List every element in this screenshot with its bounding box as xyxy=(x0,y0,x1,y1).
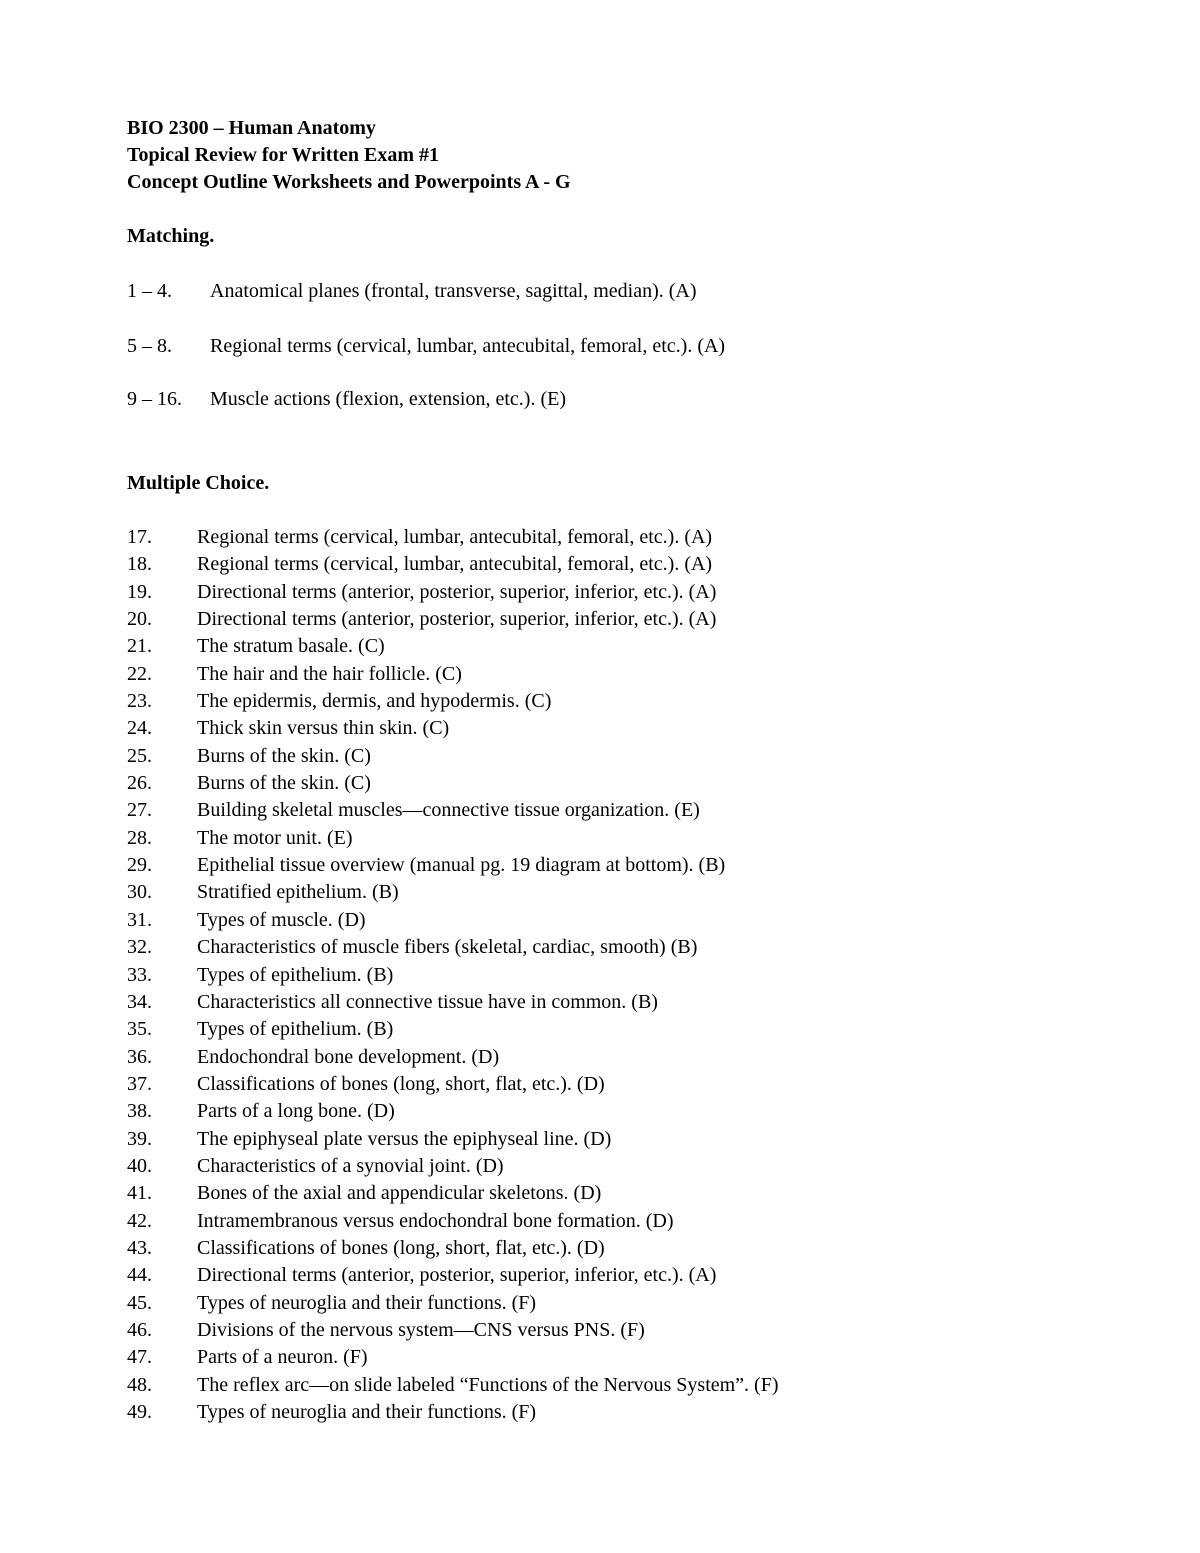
item-text: Parts of a long bone. (D) xyxy=(197,1100,395,1123)
matching-item xyxy=(127,333,725,360)
list-item xyxy=(127,1344,779,1371)
list-item xyxy=(127,1098,779,1125)
list-item xyxy=(127,1372,779,1399)
list-item xyxy=(127,934,779,961)
list-item xyxy=(127,1044,779,1071)
item-number: 46. xyxy=(127,1318,152,1341)
list-item xyxy=(127,743,779,770)
item-text: The reflex arc—on slide labeled “Functions of the Nervous System”. (F) xyxy=(197,1373,779,1396)
item-text: Divisions of the nervous system—CNS versus PNS. (F) xyxy=(197,1318,645,1341)
item-number: 35. xyxy=(127,1018,152,1041)
list-item xyxy=(127,524,779,551)
list-item xyxy=(127,825,779,852)
list-item xyxy=(127,1071,779,1098)
list-item xyxy=(127,1208,779,1235)
list-item xyxy=(127,606,779,633)
item-text: Intramembranous versus endochondral bone formation. (D) xyxy=(197,1209,674,1232)
list-item xyxy=(127,1153,779,1180)
matching-heading: Matching. xyxy=(127,225,215,247)
item-number: 43. xyxy=(127,1236,152,1259)
multiple-choice-list xyxy=(127,524,779,1426)
item-number: 38. xyxy=(127,1100,152,1123)
matching-item-number: 9 – 16. xyxy=(127,388,182,410)
matching-item-text: Regional terms (cervical, lumbar, antecubital, femoral, etc.). (A) xyxy=(210,335,726,357)
item-text: The epiphyseal plate versus the epiphyseal line. (D) xyxy=(197,1127,612,1150)
item-text: Types of muscle. (D) xyxy=(197,908,366,931)
item-text: Burns of the skin. (C) xyxy=(197,744,371,767)
item-number: 44. xyxy=(127,1264,152,1287)
item-text: Characteristics of muscle fibers (skeletal, cardiac, smooth) (B) xyxy=(197,936,698,959)
item-number: 33. xyxy=(127,963,152,986)
list-item xyxy=(127,715,779,742)
item-text: Classifications of bones (long, short, flat, etc.). (D) xyxy=(197,1072,605,1095)
item-text: Directional terms (anterior, posterior, superior, inferior, etc.). (A) xyxy=(197,608,717,631)
item-number: 29. xyxy=(127,854,152,877)
item-text: Bones of the axial and appendicular skeletons. (D) xyxy=(197,1182,602,1205)
list-item xyxy=(127,661,779,688)
item-text: Directional terms (anterior, posterior, superior, inferior, etc.). (A) xyxy=(197,580,717,603)
list-item xyxy=(127,688,779,715)
document-header xyxy=(127,115,571,196)
list-item xyxy=(127,989,779,1016)
list-item xyxy=(127,879,779,906)
item-number: 40. xyxy=(127,1154,152,1177)
item-number: 48. xyxy=(127,1373,152,1396)
item-number: 49. xyxy=(127,1401,152,1423)
item-text: Types of neuroglia and their functions. (F) xyxy=(197,1401,537,1423)
item-number: 18. xyxy=(127,553,152,576)
list-item xyxy=(127,1317,779,1344)
item-number: 42. xyxy=(127,1209,152,1232)
item-number: 32. xyxy=(127,936,152,959)
matching-item-number: 5 – 8. xyxy=(127,335,172,357)
list-item xyxy=(127,1016,779,1043)
item-text: Burns of the skin. (C) xyxy=(197,772,371,795)
item-text: Directional terms (anterior, posterior, superior, inferior, etc.). (A) xyxy=(197,1264,717,1287)
item-number: 31. xyxy=(127,908,152,931)
item-text: Regional terms (cervical, lumbar, antecubital, femoral, etc.). (A) xyxy=(197,553,713,576)
item-number: 27. xyxy=(127,799,152,822)
item-text: The epidermis, dermis, and hypodermis. (C) xyxy=(197,690,552,713)
matching-item xyxy=(127,278,697,305)
list-item xyxy=(127,962,779,989)
item-text: Characteristics of a synovial joint. (D) xyxy=(197,1154,504,1177)
list-item xyxy=(127,551,779,578)
item-number: 28. xyxy=(127,826,152,849)
list-item xyxy=(127,770,779,797)
item-text: Thick skin versus thin skin. (C) xyxy=(197,717,450,740)
item-text: The motor unit. (E) xyxy=(197,826,353,849)
item-number: 17. xyxy=(127,526,152,548)
coverage-title: Concept Outline Worksheets and Powerpoints A - G xyxy=(127,171,571,193)
item-text: Stratified epithelium. (B) xyxy=(197,881,399,904)
item-text: The stratum basale. (C) xyxy=(197,635,385,658)
item-text: Building skeletal muscles—connective tissue organization. (E) xyxy=(197,799,700,822)
item-text: Types of epithelium. (B) xyxy=(197,1018,394,1041)
item-number: 45. xyxy=(127,1291,152,1314)
item-number: 36. xyxy=(127,1045,152,1068)
item-text: Parts of a neuron. (F) xyxy=(197,1346,368,1369)
item-text: Classifications of bones (long, short, flat, etc.). (D) xyxy=(197,1236,605,1259)
item-number: 39. xyxy=(127,1127,152,1150)
item-text: The hair and the hair follicle. (C) xyxy=(197,662,462,685)
list-item xyxy=(127,1262,779,1289)
list-item xyxy=(127,633,779,660)
list-item xyxy=(127,797,779,824)
matching-item-text: Anatomical planes (frontal, transverse, sagittal, median). (A) xyxy=(210,280,697,302)
item-number: 21. xyxy=(127,635,152,658)
item-number: 26. xyxy=(127,772,152,795)
item-number: 19. xyxy=(127,580,152,603)
matching-item-number: 1 – 4. xyxy=(127,280,172,302)
matching-item xyxy=(127,386,566,413)
item-number: 20. xyxy=(127,608,152,631)
list-item xyxy=(127,579,779,606)
multiple-choice-heading: Multiple Choice. xyxy=(127,472,270,494)
item-text: Types of epithelium. (B) xyxy=(197,963,394,986)
item-text: Characteristics all connective tissue have in common. (B) xyxy=(197,990,658,1013)
item-number: 23. xyxy=(127,690,152,713)
item-number: 34. xyxy=(127,990,152,1013)
course-title: BIO 2300 – Human Anatomy xyxy=(127,117,376,139)
item-number: 37. xyxy=(127,1072,152,1095)
matching-item-text: Muscle actions (flexion, extension, etc.). (E) xyxy=(210,388,566,410)
item-text: Regional terms (cervical, lumbar, antecubital, femoral, etc.). (A) xyxy=(197,526,713,548)
item-number: 22. xyxy=(127,662,152,685)
item-number: 47. xyxy=(127,1346,152,1369)
exam-title: Topical Review for Written Exam #1 xyxy=(127,144,440,166)
list-item xyxy=(127,1399,779,1426)
list-item xyxy=(127,1290,779,1317)
item-text: Epithelial tissue overview (manual pg. 19 diagram at bottom). (B) xyxy=(197,854,726,877)
item-number: 25. xyxy=(127,744,152,767)
list-item xyxy=(127,1235,779,1262)
item-number: 41. xyxy=(127,1182,152,1205)
item-number: 30. xyxy=(127,881,152,904)
list-item xyxy=(127,852,779,879)
item-text: Types of neuroglia and their functions. (F) xyxy=(197,1291,537,1314)
list-item xyxy=(127,1180,779,1207)
item-text: Endochondral bone development. (D) xyxy=(197,1045,500,1068)
list-item xyxy=(127,907,779,934)
item-number: 24. xyxy=(127,717,152,740)
list-item xyxy=(127,1126,779,1153)
